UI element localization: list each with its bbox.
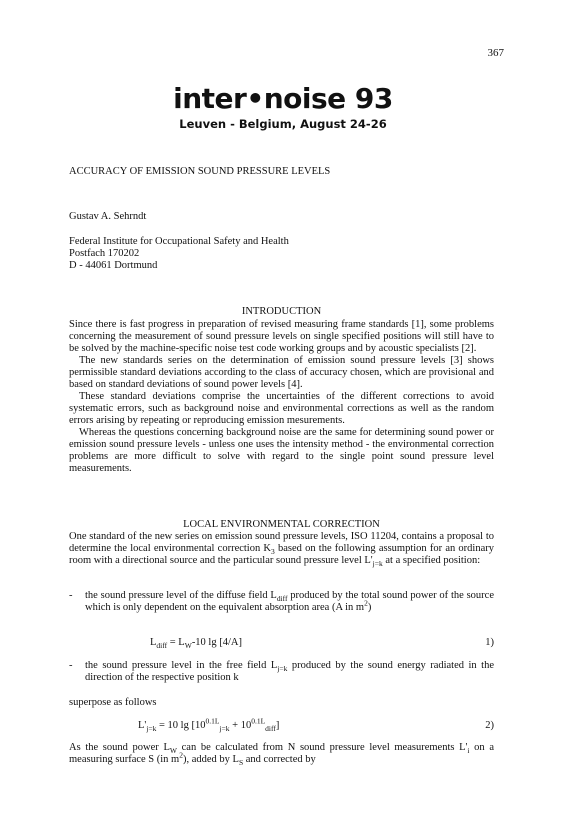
section-heading-introduction: INTRODUCTION [241,306,322,317]
paragraph: As the sound power $L_W$ can be calculated from N sound pressure level measurements $L'_i$ on a measuring surface S (in $m^2$), added by $L_S$ and corrected by [69,742,494,768]
introduction-body [69,319,494,475]
affiliation-line: Postfach 170202 [69,248,140,259]
paragraph: superpose as follows [69,697,157,708]
paragraph: Whereas the questions concerning background noise are the same for determining sound power or emission sound pressure levels - unless one uses the intensity method - the environmental correction problems are more difficult to solve with regard to the single point sound pressure level measurements. [69,427,494,474]
paragraph: Since there is fast progress in preparation of revised measuring frame standards [1], some problems concerning the measurement of sound pressure levels on single specified positions will still have to be solved by the machine-specific noise test code working groups and by acoustic specialists [2]. [69,319,494,354]
page-number: 367 [487,47,504,59]
equation-number: 1) [485,637,494,648]
conference-location: Leuven - Belgium, August 24-26 [179,117,387,131]
equation-2: $L'_{j=k} = 10$ $\lg [10^{0.1L}_{j=k} + 10^{0.1L}_{diff}]$ [138,716,280,734]
paragraph: The new standards series on the determination of emission sound pressure levels [3] shows permissible standard deviations according to the class of accuracy chosen, which are provisional and based on standard deviations of sound power levels [4]. [69,355,494,390]
equation-1: $L_{diff} = L_W-10$ lg [4/A] [150,637,242,651]
equation-number: 2) [485,720,494,731]
list-item: - the sound pressure level of the diffuse field $L_{diff}$ produced by the total sound power of the source which is only dependent on the equivalent absorption area (A in $m^2$) [69,590,494,613]
affiliation [69,236,494,272]
paper-title: ACCURACY OF EMISSION SOUND PRESSURE LEVELS [69,166,331,177]
list-item: - the sound pressure level in the free field $L_{j=k}$ produced by the sound energy radiated in the direction of the respective position k [69,660,494,683]
local-correction-body [69,531,494,567]
conference-logo: inter•noise 93 [173,82,393,115]
paragraph: One standard of the new series on emission sound pressure levels, ISO 11204, contains a proposal to determine the local environmental correction $K_3$ based on the following assumption for an ordinary room with a directional source and the particular sound pressure level $L'_{j=k}$ at a specified position: [69,531,494,569]
affiliation-line: Federal Institute for Occupational Safety and Health [69,236,289,247]
paragraph: These standard deviations comprise the uncertainties of the different corrections to avoid systematic errors, such as background noise and environmental corrections as well as the random errors arising by repeating or reproducing emission mesurements. [69,391,494,426]
author-name: Gustav A. Sehrndt [69,211,147,222]
affiliation-line: D - 44061 Dortmund [69,260,158,271]
section-heading-local-correction: LOCAL ENVIRONMENTAL CORRECTION [183,519,380,530]
